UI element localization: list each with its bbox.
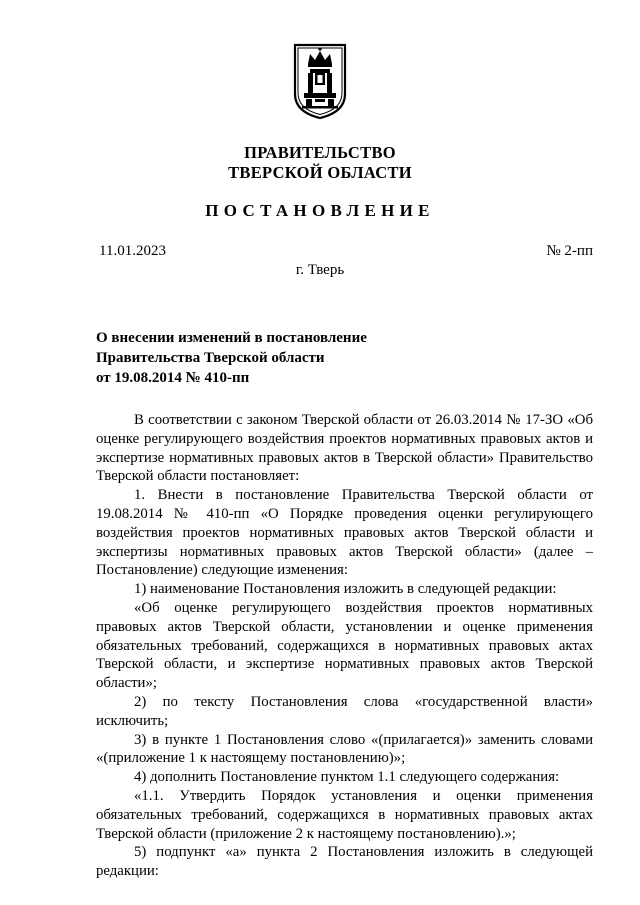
title-line: О внесении изменений в постановление [96,330,367,346]
body-paragraph: 1. Внести в постановление Правительства Тверской области от 19.08.2014 № 410-пп «О Порядке проведения оценки регулирующего воздействия проектов нормативных правовых актов Тверской области и экспертизы нормативных правовых актов Тверской области» (далее – Постановление) следующие изменения: [96,487,593,579]
document-city: г. Тверь [295,262,345,278]
body-paragraph: В соответствии с законом Тверской области от 26.03.2014 № 17-ЗО «Об оценке регулирующего воздействия проектов нормативных правовых актов и экспертизе нормативных правовых актов в Тверской области» Правительство Тверской области постановляет: [96,412,593,485]
body-paragraph: 1) наименование Постановления изложить в следующей редакции: [134,581,557,598]
body-paragraph: 4) дополнить Постановление пунктом 1.1 следующего содержания: [134,769,560,786]
body-paragraph: 2) по тексту Постановления слова «государственной власти» исключить; [96,693,593,729]
title-line: от 19.08.2014 № 410-пп [96,370,250,386]
org-name-line2: ТВЕРСКОЙ ОБЛАСТИ [228,163,412,182]
title-line: Правительства Тверской области [96,350,325,366]
document-type: ПОСТАНОВЛЕНИЕ [205,201,435,220]
tver-coat-of-arms-icon [292,42,348,120]
body-paragraph: 3) в пункте 1 Постановления слово «(прилагается)» заменить словами «(приложение 1 к настоящему постановлению)»; [96,731,593,767]
body-paragraph: «Об оценке регулирующего воздействия проектов нормативных правовых актов Тверской области, установлении и оценке применения обязательных требований, содержащихся в нормативных правовых актах Тверской области, и экспертизе нормативных правовых актов Тверской области»; [96,599,593,692]
body-paragraph: 5) подпункт «а» пункта 2 Постановления изложить в следующей редакции: [96,844,593,880]
org-name-line1: ПРАВИТЕЛЬСТВО [244,143,396,162]
document-number: № 2-пп [546,243,593,259]
body-paragraph: «1.1. Утвердить Порядок установления и оценки применения обязательных требований, содержащихся в нормативных правовых актах Тверской области (приложение 2 к настоящему постановлению).»; [96,787,593,842]
document-date: 11.01.2023 [99,243,166,259]
document-title [96,328,367,388]
document-body [96,411,593,881]
